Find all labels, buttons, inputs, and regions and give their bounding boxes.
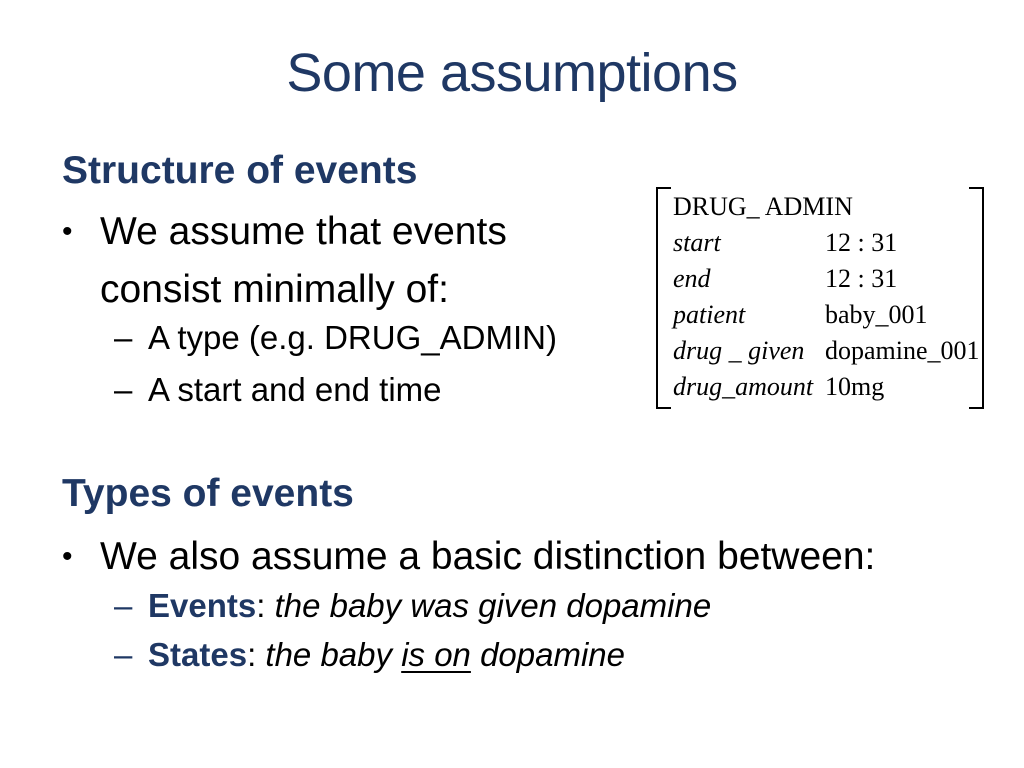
distinction-line	[148, 630, 625, 679]
avm-value: 10mg	[825, 372, 885, 401]
example-text: dopamine	[470, 636, 626, 673]
attribute-value-matrix	[656, 187, 984, 409]
avm-value: dopamine_001	[825, 336, 980, 365]
table-row	[673, 225, 969, 261]
avm-type-label: DRUG_ ADMIN	[673, 192, 853, 221]
slide-title: Some assumptions	[286, 43, 738, 103]
dash-icon: –	[114, 636, 133, 673]
bullet-icon: •	[62, 540, 73, 573]
dash-icon: –	[114, 587, 133, 624]
example-text: the baby	[265, 636, 402, 673]
types-sub-bullets	[114, 581, 711, 679]
structure-bullet-text: We assume that events consist minimally of:	[100, 210, 507, 311]
dash-icon: –	[114, 371, 133, 408]
types-bullet-text: We also assume a basic distinction between:	[100, 535, 876, 578]
structure-bullet	[62, 203, 540, 319]
table-row	[673, 333, 980, 369]
avm-value: 12 : 31	[825, 228, 898, 257]
example-underlined-text: is on	[401, 636, 471, 673]
sub-bullet-text: A type (e.g. DRUG_ADMIN)	[148, 319, 557, 356]
right-bracket	[969, 187, 984, 409]
structure-sub-bullets	[114, 312, 557, 416]
colon: :	[256, 587, 275, 624]
list-item	[114, 581, 711, 630]
types-bullet	[62, 528, 980, 586]
avm-value: baby_001	[825, 300, 928, 329]
sub-bullet-text: A start and end time	[148, 371, 442, 408]
distinction-term: Events	[148, 587, 257, 624]
avm-attr: end	[673, 264, 711, 293]
table-row	[673, 297, 969, 333]
distinction-term: States	[148, 636, 248, 673]
types-section-heading: Types of events	[62, 472, 354, 515]
list-item	[114, 364, 557, 416]
example-text: the baby was given dopamine	[274, 587, 712, 624]
distinction-line	[148, 581, 711, 630]
table-row	[673, 261, 969, 297]
avm-attr: patient	[673, 300, 746, 329]
list-item	[114, 312, 557, 364]
avm-attr: drug_amount	[673, 372, 814, 401]
avm-value: 12 : 31	[825, 264, 898, 293]
list-item	[114, 630, 711, 679]
table-row	[673, 369, 969, 405]
bullet-icon: •	[62, 215, 73, 248]
left-bracket	[656, 187, 671, 409]
structure-section-heading: Structure of events	[62, 149, 418, 192]
colon: :	[247, 636, 266, 673]
dash-icon: –	[114, 319, 133, 356]
avm-attr: drug _ given	[673, 336, 805, 365]
avm-attr: start	[673, 228, 721, 257]
avm-content	[673, 189, 980, 405]
